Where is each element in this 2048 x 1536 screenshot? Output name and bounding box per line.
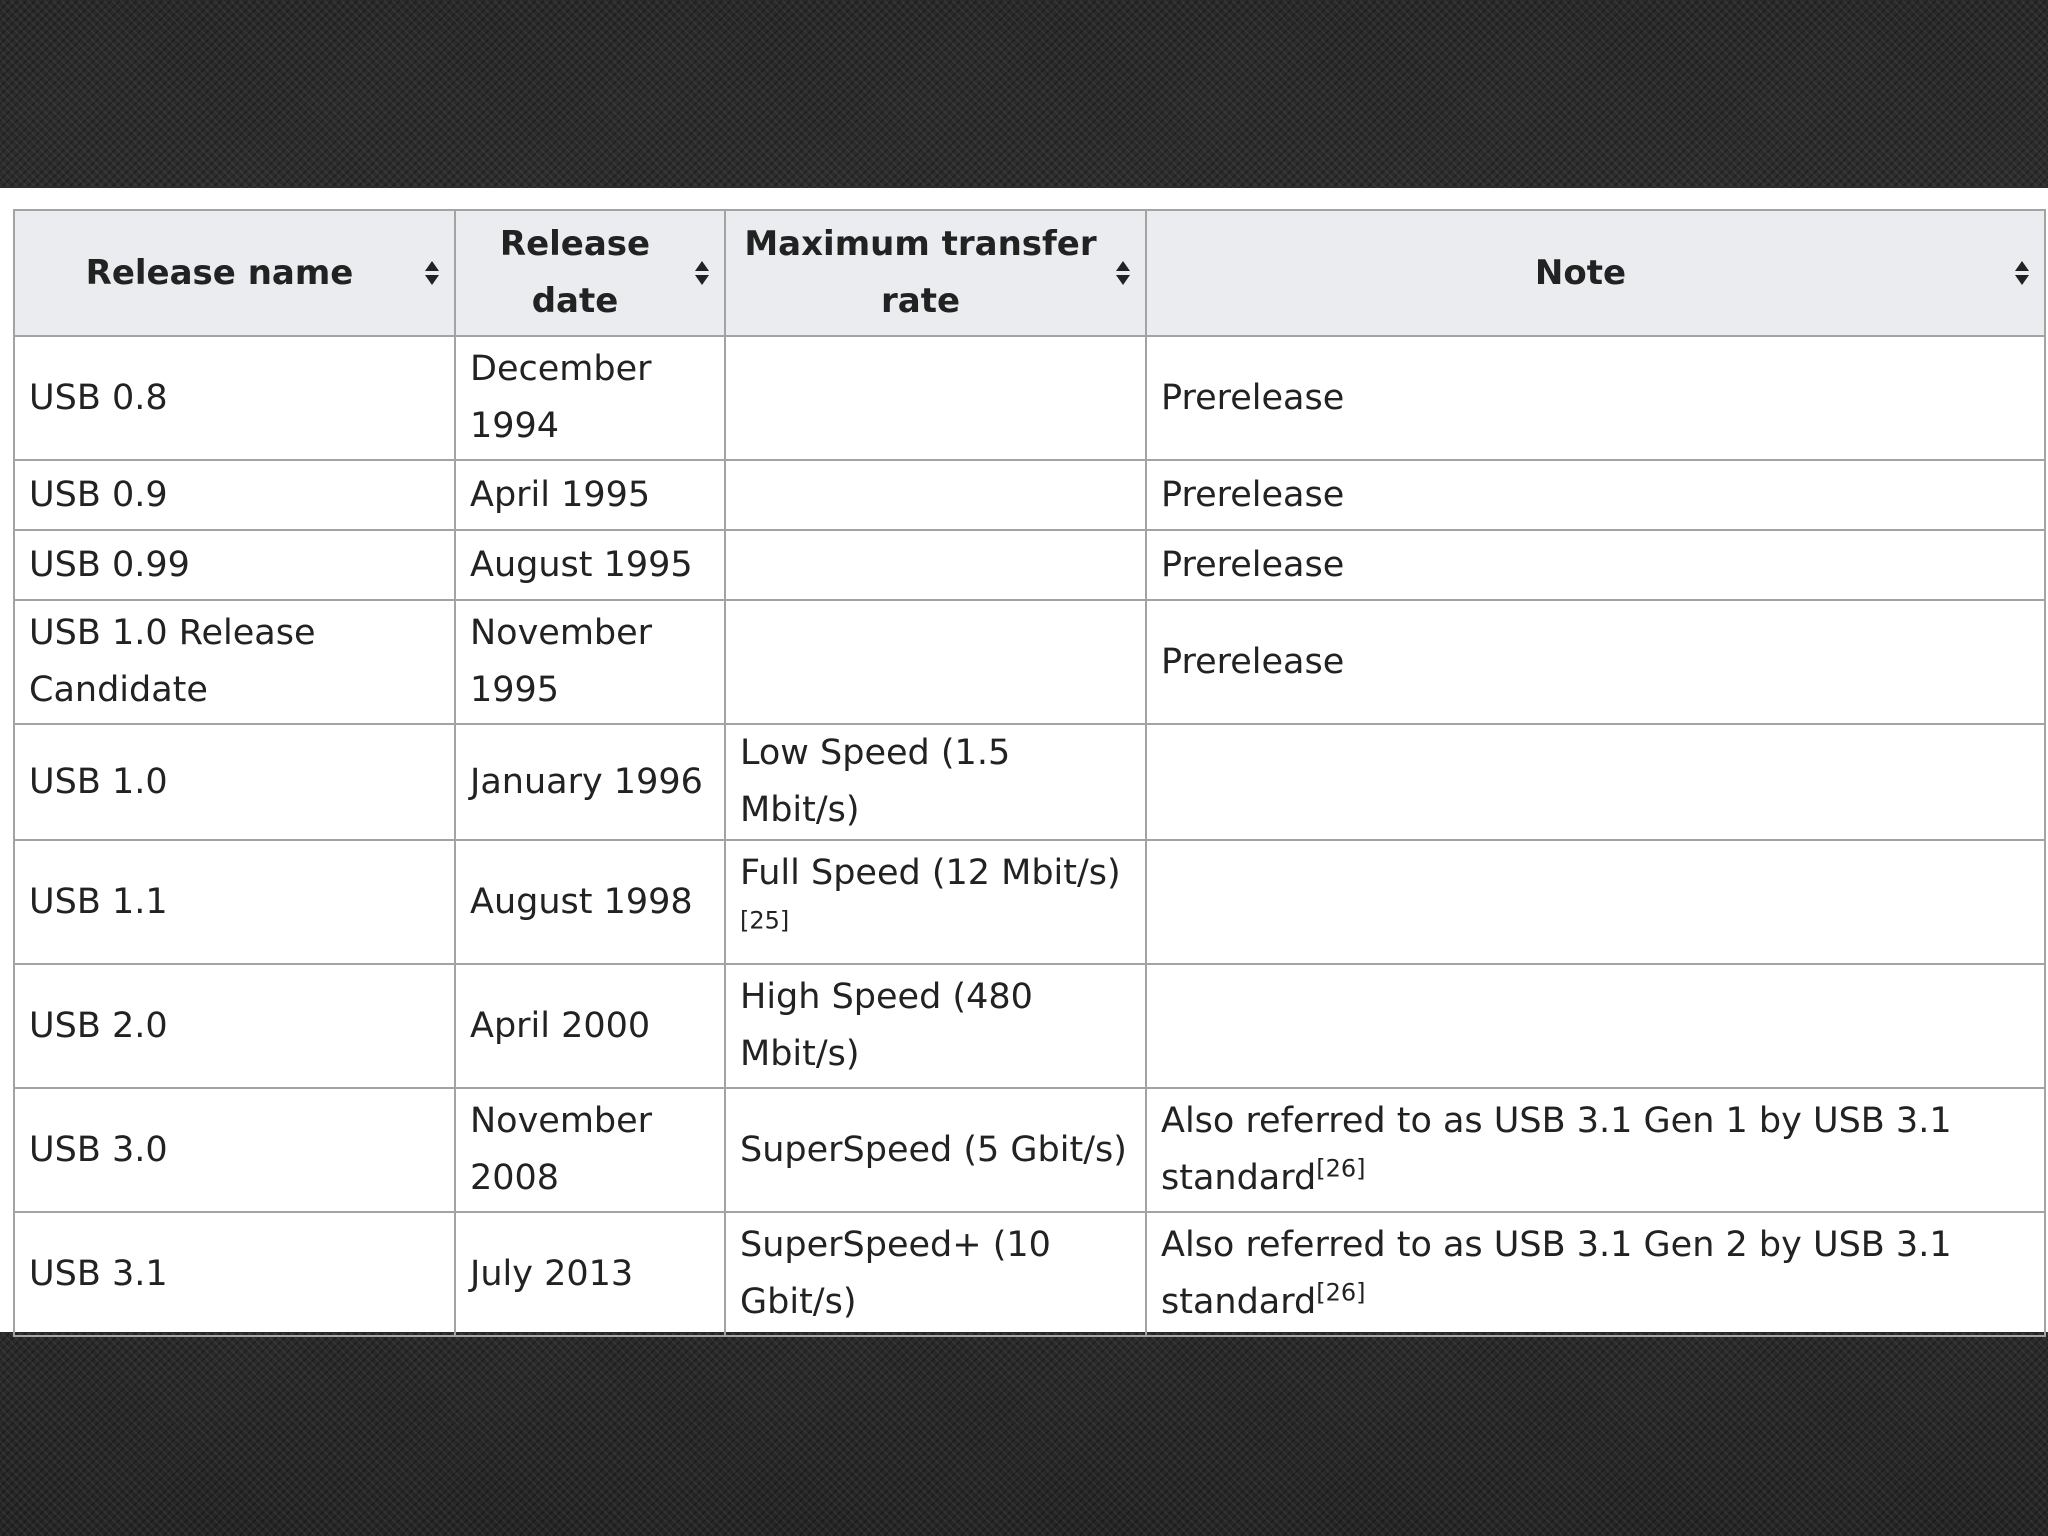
release-date-cell: November 2008 [455, 1088, 725, 1212]
table-panel [0, 188, 2048, 1332]
transfer-rate-cell [725, 1088, 1146, 1212]
release-name-cell: USB 0.9 [14, 460, 455, 530]
note-cell [1146, 600, 2045, 724]
reference-link[interactable]: [26] [1316, 1154, 1366, 1183]
transfer-rate-text: High Speed (480 Mbit/s) [740, 977, 1033, 1074]
transfer-rate-cell [725, 1212, 1146, 1336]
transfer-rate-text: Full Speed (12 Mbit/s) [740, 853, 1121, 893]
transfer-rate-text: SuperSpeed+ (10 Gbit/s) [740, 1225, 1051, 1322]
note-text: Prerelease [1161, 544, 1345, 585]
column-header-max-transfer-rate[interactable] [725, 210, 1146, 336]
table-row [14, 460, 2045, 530]
release-name-cell: USB 1.0 [14, 724, 455, 840]
release-date-cell: April 2000 [455, 964, 725, 1088]
note-cell [1146, 530, 2045, 600]
release-date-cell: August 1995 [455, 530, 725, 600]
note-cell [1146, 840, 2045, 964]
table-row [14, 840, 2045, 964]
release-date-cell: January 1996 [455, 724, 725, 840]
note-cell [1146, 724, 2045, 840]
table-row [14, 600, 2045, 724]
note-cell [1146, 460, 2045, 530]
transfer-rate-text: SuperSpeed (5 Gbit/s) [740, 1129, 1127, 1170]
column-header-release-date[interactable] [455, 210, 725, 336]
table-row [14, 724, 2045, 840]
column-header-label: Release date [499, 224, 651, 321]
transfer-rate-cell [725, 964, 1146, 1088]
reference-link[interactable]: [26] [1316, 1278, 1366, 1307]
note-text: Also referred to as USB 3.1 Gen 2 by USB 3.1 standard [1161, 1225, 1952, 1322]
column-header-label: Release name [85, 252, 354, 293]
table-header-row [14, 210, 2045, 336]
transfer-rate-cell [725, 530, 1146, 600]
sort-icon[interactable] [694, 259, 710, 287]
column-header-label: Maximum transfer rate [744, 224, 1097, 321]
table-row [14, 530, 2045, 600]
sort-icon[interactable] [424, 259, 440, 287]
table-row [14, 964, 2045, 1088]
note-text: Prerelease [1161, 641, 1345, 682]
usb-releases-table [13, 209, 2046, 1337]
column-header-release-name[interactable] [14, 210, 455, 336]
release-date-cell: December 1994 [455, 336, 725, 460]
transfer-rate-cell [725, 724, 1146, 840]
release-date-cell: August 1998 [455, 840, 725, 964]
note-cell [1146, 1088, 2045, 1212]
column-header-label: Note [1534, 252, 1627, 293]
transfer-rate-cell [725, 840, 1146, 964]
table-row [14, 1212, 2045, 1336]
release-date-cell: November 1995 [455, 600, 725, 724]
note-cell [1146, 336, 2045, 460]
note-text: Prerelease [1161, 377, 1345, 418]
release-name-cell: USB 1.0 Release Candidate [14, 600, 455, 724]
column-header-note[interactable] [1146, 210, 2045, 336]
transfer-rate-cell [725, 600, 1146, 724]
release-name-cell: USB 3.0 [14, 1088, 455, 1212]
note-text: Prerelease [1161, 474, 1345, 515]
note-cell [1146, 964, 2045, 1088]
transfer-rate-text: Low Speed (1.5 Mbit/s) [740, 733, 1011, 830]
release-name-cell: USB 3.1 [14, 1212, 455, 1336]
reference-link[interactable]: [25] [740, 906, 790, 935]
release-name-cell: USB 0.99 [14, 530, 455, 600]
release-date-cell: April 1995 [455, 460, 725, 530]
transfer-rate-cell [725, 460, 1146, 530]
note-text: Also referred to as USB 3.1 Gen 1 by USB 3.1 standard [1161, 1101, 1952, 1198]
sort-icon[interactable] [1115, 259, 1131, 287]
note-cell [1146, 1212, 2045, 1336]
release-name-cell: USB 0.8 [14, 336, 455, 460]
release-name-cell: USB 2.0 [14, 964, 455, 1088]
table-row [14, 1088, 2045, 1212]
sort-icon[interactable] [2014, 259, 2030, 287]
table-row [14, 336, 2045, 460]
transfer-rate-cell [725, 336, 1146, 460]
release-name-cell: USB 1.1 [14, 840, 455, 964]
release-date-cell: July 2013 [455, 1212, 725, 1336]
